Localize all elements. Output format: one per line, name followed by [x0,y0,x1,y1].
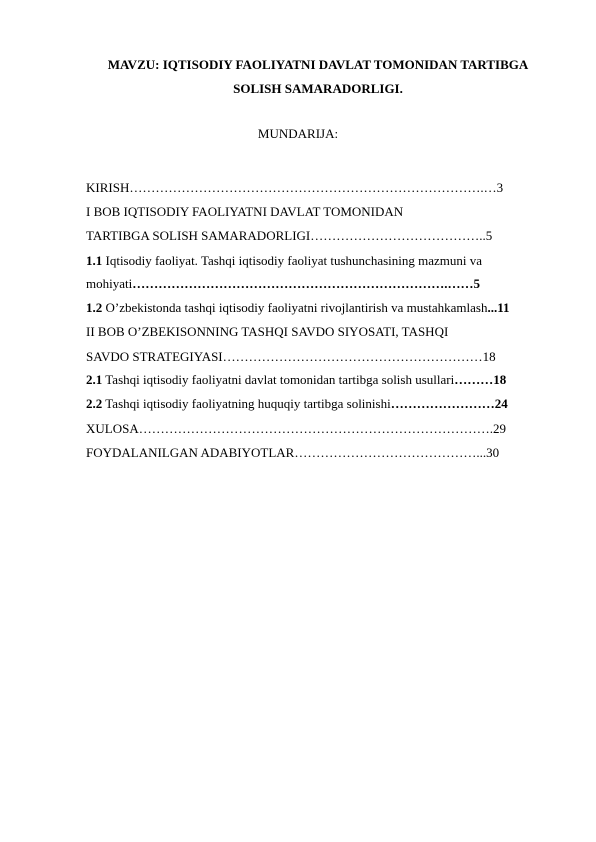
toc-section-number: 1.2 [86,300,103,315]
toc-section-number: 2.2 [86,396,103,411]
toc-entry-xulosa: XULOSA……………………………………………………………………….29 [86,421,506,436]
toc-entry-1-1-line-2 [86,276,544,292]
contents-heading: MUNDARIJA: [257,126,339,141]
toc-section-title: O’zbekistonda tashqi iqtisodiy faoliyatni rivojlantirish va mustahkamlash [102,300,488,315]
toc-entry-bob1-line-1: I BOB IQTISODIY FAOLIYATNI DAVLAT TOMONIDAN [86,204,404,219]
toc-section-number: 1.1 [86,253,103,268]
toc-entry-2-1 [86,372,544,388]
toc-section-title: Tashqi iqtisodiy faoliyatning huquqiy tartibga solinishi [102,396,391,411]
toc-section-number: 2.1 [86,372,103,387]
toc-page-leader: ……………………………………………………………….……5 [132,276,480,291]
toc-entry-1-1-line-1 [86,253,544,269]
toc-entry-kirish: KIRISH……………………………………………………………………….…3 [86,180,504,195]
toc-section-title: Tashqi iqtisodiy faoliyatni davlat tomonidan tartibga solish usullari [102,372,455,387]
toc-entry-bob2-line-2: SAVDO STRATEGIYASI……………………………………………………18 [86,349,496,364]
toc-section-title: mohiyati [86,276,133,291]
toc-page-leader: ...11 [487,300,510,315]
toc-entry-2-2 [86,396,544,412]
document-title-line-2: SOLISH SAMARADORLIGI. [233,81,403,96]
toc-page-leader: ………18 [454,372,507,387]
toc-entry-bob2-line-1: II BOB O’ZBEKISONNING TASHQI SAVDO SIYOSATI, TASHQI [86,324,449,339]
toc-entry-1-2 [86,300,544,316]
toc-entry-bob1-line-2: TARTIBGA SOLISH SAMARADORLIGI…………………………………..5 [86,228,493,243]
toc-section-title: Iqtisodiy faoliyat. Tashqi iqtisodiy faoliyat tushunchasining mazmuni va [102,253,483,268]
document-title-line-1: MAVZU: IQTISODIY FAOLIYATNI DAVLAT TOMONIDAN TARTIBGA [107,57,529,72]
toc-entry-foydalanilgan-adabiyotlar: FOYDALANILGAN ADABIYOTLAR……………………………………...30 [86,445,500,460]
toc-page-leader: ……………………24 [390,396,508,411]
